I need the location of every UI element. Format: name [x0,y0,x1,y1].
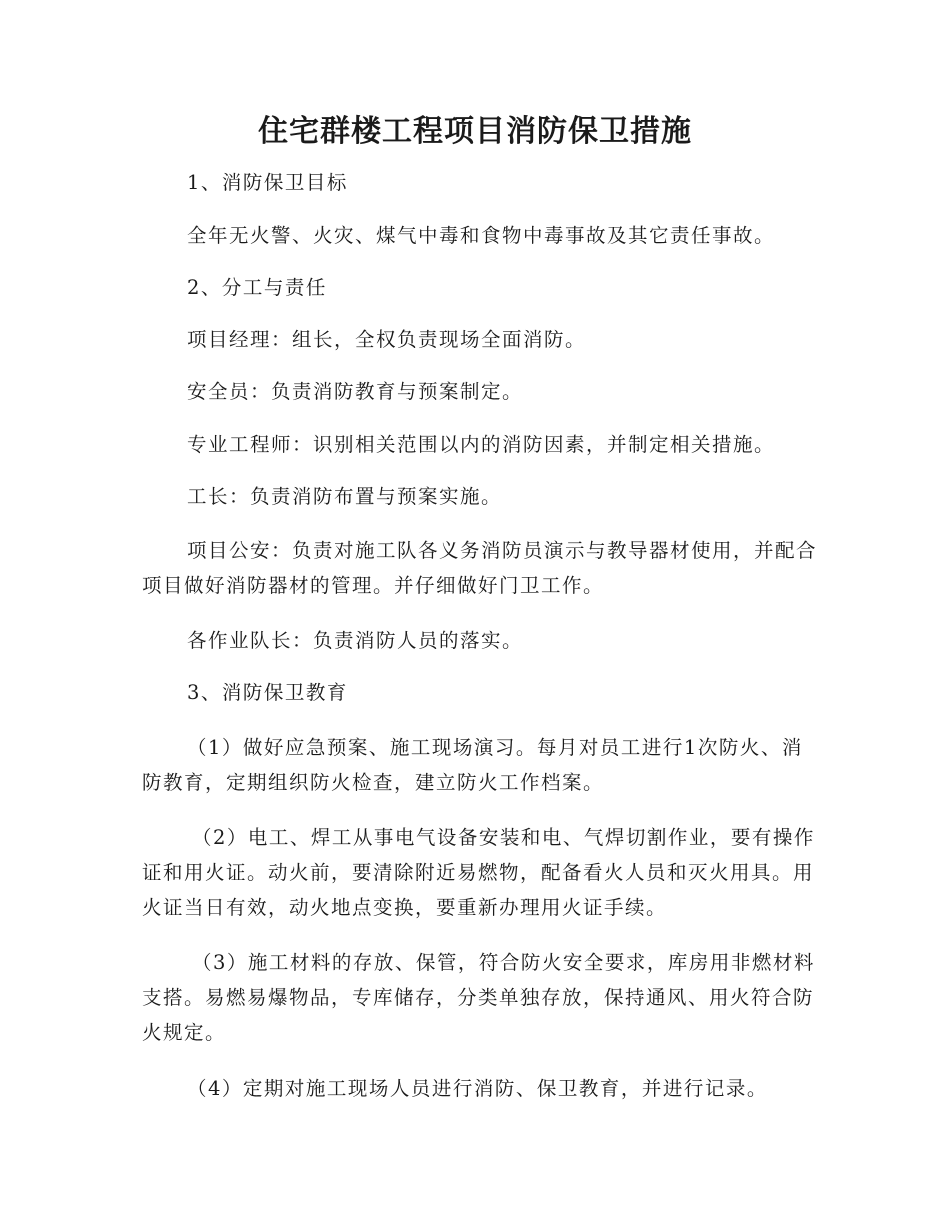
section-heading-3: 3、消防保卫教育 [187,681,348,704]
section-heading-1: 1、消防保卫目标 [187,171,348,194]
document-title: 住宅群楼工程项目消防保卫措施 [258,114,692,149]
paragraph-engineer: 专业工程师：识别相关范围以内的消防因素，并制定相关措施。 [187,433,776,456]
paragraph-safety-officer: 安全员：负责消防教育与预案制定。 [187,380,524,403]
paragraph-item-2: （2）电工、焊工从事电气设备安装和电、气焊切割作业，要有操作证和用火证。动火前，要清除附近易燃物，配备看火人员和灭火用具。用火证当日有效，动火地点变换，要重新办理用火证手续。 [142,826,815,919]
paragraph-item-4: （4）定期对施工现场人员进行消防、保卫教育，并进行记录。 [187,1077,768,1100]
paragraph-project-security: 项目公安：负责对施工队各义务消防员演示与教导器材使用，并配合项目做好消防器材的管理。并仔细做好门卫工作。 [142,539,818,597]
paragraph-project-manager: 项目经理：组长，全权负责现场全面消防。 [187,328,587,351]
paragraph-item-3: （3）施工材料的存放、保管，符合防火安全要求，库房用非燃材料支搭。易燃易爆物品，专库储存，分类单独存放，保持通风、用火符合防火规定。 [142,951,815,1044]
section-heading-2: 2、分工与责任 [187,276,327,299]
paragraph-item-1: （1）做好应急预案、施工现场演习。每月对员工进行1次防火、消防教育，定期组织防火检查，建立防火工作档案。 [142,736,803,794]
paragraph-goal: 全年无火警、火灾、煤气中毒和食物中毒事故及其它责任事故。 [187,224,776,247]
paragraph-team-leaders: 各作业队长：负责消防人员的落实。 [187,629,524,652]
paragraph-foreman: 工长：负责消防布置与预案实施。 [187,485,503,508]
